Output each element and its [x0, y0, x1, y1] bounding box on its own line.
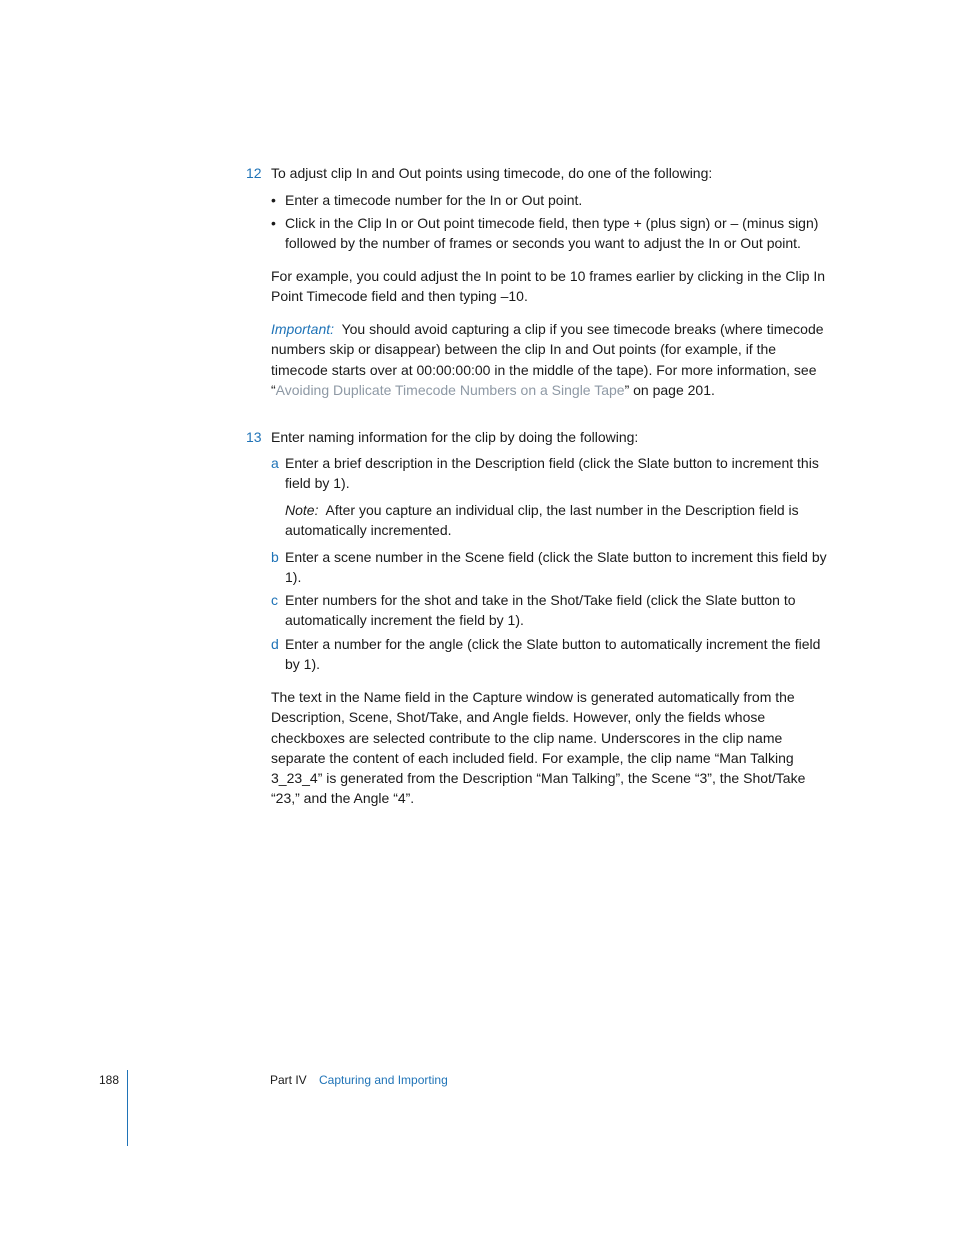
- note-paragraph: [285, 500, 827, 541]
- page-number: 188: [99, 1073, 120, 1087]
- substep-label-c: c: [271, 592, 278, 608]
- step-number-13: 13: [246, 429, 262, 445]
- footer-chapter-title: Capturing and Importing: [319, 1073, 448, 1087]
- substep-b-text: Enter a scene number in the Scene field (click the Slate button to increment this field by 1).: [285, 549, 827, 586]
- important-label: Important:: [271, 321, 335, 337]
- important-tail: ” on page 201.: [624, 381, 715, 398]
- cross-reference-link[interactable]: Avoiding Duplicate Timecode Numbers on a Single Tape: [275, 381, 625, 398]
- substep-label-b: b: [271, 549, 279, 565]
- substep-label-a: a: [271, 455, 279, 471]
- bullet-marker: •: [271, 215, 276, 231]
- substep-a-text: Enter a brief description in the Description field (click the Slate button to increment this field by 1).: [285, 455, 819, 492]
- closing-paragraph: The text in the Name field in the Capture window is generated automatically from the Description, Scene, Shot/Take, and Angle fields. However, only the fields whose checkboxes are selected contribute to the clip name. Underscores in the clip name separate the content of each included field. For example, the clip name “Man Talking 3_23_4” is generated from the Description “Man Talking”, the Scene “3”, the Shot/Take “23,” and the Angle “4”.: [271, 689, 806, 807]
- bullet-item-plus-minus: Click in the Clip In or Out point timecode field, then type + (plus sign) or – (minus sign) followed by the number of frames or seconds you want to adjust the In or Out point.: [285, 215, 819, 252]
- bullet-marker: •: [271, 192, 276, 208]
- substep-c-text: Enter numbers for the shot and take in the Shot/Take field (click the Slate button to automatically increment the field by 1).: [285, 592, 796, 629]
- important-text: You should avoid capturing a clip if you see timecode breaks (where timecode numbers skip or disappear) between the clip In and Out points (for example, if the timecode starts over at 00:00:00:00 in the middle of the tape). For more information, see “: [271, 321, 824, 398]
- substep-label-d: d: [271, 636, 279, 652]
- note-label: Note:: [285, 502, 319, 518]
- footer-divider: [127, 1070, 128, 1146]
- step-number-12: 12: [246, 165, 262, 181]
- step-13-text: Enter naming information for the clip by doing the following:: [271, 429, 639, 445]
- bullet-item-timecode-number: Enter a timecode number for the In or Out point.: [285, 192, 583, 208]
- important-paragraph: [271, 319, 827, 400]
- example-paragraph: For example, you could adjust the In point to be 10 frames earlier by clicking in the Clip In Point Timecode field and then typing –10.: [271, 268, 826, 305]
- footer-part-label: Part IV: [270, 1073, 307, 1087]
- substep-d-text: Enter a number for the angle (click the Slate button to automatically increment the field by 1).: [285, 636, 821, 673]
- step-12-text: To adjust clip In and Out points using timecode, do one of the following:: [271, 165, 713, 181]
- note-text: After you capture an individual clip, the last number in the Description field is automatically incremented.: [285, 502, 799, 539]
